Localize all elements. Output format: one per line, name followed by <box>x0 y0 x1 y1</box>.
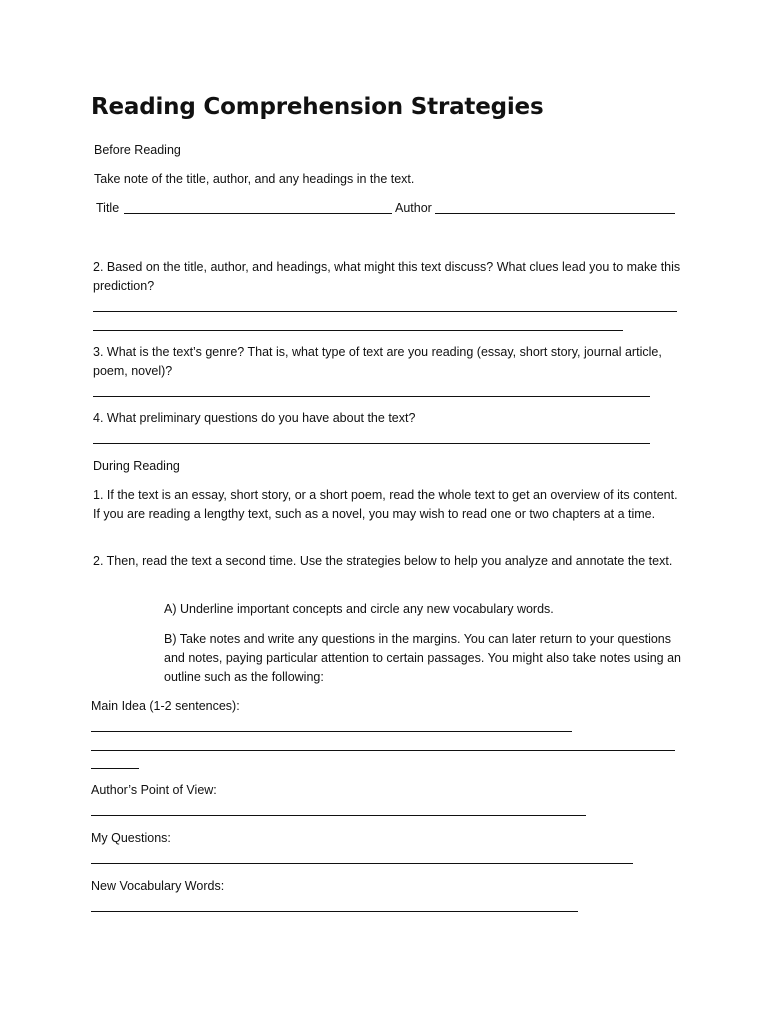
vocabulary-label: New Vocabulary Words: <box>91 879 225 893</box>
author-field-label: Author <box>395 201 432 215</box>
main-idea-answer-line-3[interactable] <box>91 768 139 769</box>
main-idea-answer-line-1[interactable] <box>91 731 572 732</box>
title-answer-line[interactable] <box>124 213 392 214</box>
question-4-text: 4. What preliminary questions do you have about the text? <box>93 411 416 425</box>
question-4-answer-line[interactable] <box>93 443 650 444</box>
vocabulary-answer-line[interactable] <box>91 911 578 912</box>
author-answer-line[interactable] <box>435 213 675 214</box>
strategy-b: B) Take notes and write any questions in the margins. You can later return to your questions and notes, paying particular attention to certain passages. You might also take notes using an outline such as the following: <box>164 632 682 684</box>
title-field-label: Title <box>96 201 120 215</box>
my-questions-label: My Questions: <box>91 831 171 845</box>
main-idea-answer-line-2[interactable] <box>91 750 675 751</box>
question-3-text: 3. What is the text’s genre? That is, what type of text are you reading (essay, short story, journal article, poem, novel)? <box>93 345 662 378</box>
question-2-answer-line-2[interactable] <box>93 330 623 331</box>
question-3-answer-line[interactable] <box>93 396 650 397</box>
point-of-view-answer-line[interactable] <box>91 815 586 816</box>
question-2-answer-line-1[interactable] <box>93 311 677 312</box>
main-idea-label: Main Idea (1-2 sentences): <box>91 699 240 713</box>
page-title: Reading Comprehension Strategies <box>91 94 544 120</box>
strategy-a: A) Underline important concepts and circle any new vocabulary words. <box>164 602 554 616</box>
point-of-view-label: Author’s Point of View: <box>91 783 217 797</box>
before-reading-heading: Before Reading <box>94 143 181 157</box>
during-reading-heading: During Reading <box>93 459 180 473</box>
during-reading-step-2: 2. Then, read the text a second time. Use the strategies below to help you analyze and annotate the text. <box>93 554 673 568</box>
my-questions-answer-line[interactable] <box>91 863 633 864</box>
during-reading-step-1: 1. If the text is an essay, short story, or a short poem, read the whole text to get an overview of its content. If you are reading a lengthy text, such as a novel, you may wish to read one or two chapters at a time. <box>93 488 678 521</box>
before-reading-intro: Take note of the title, author, and any headings in the text. <box>94 172 415 186</box>
question-2-text: 2. Based on the title, author, and headings, what might this text discuss? What clues lead you to make this prediction? <box>93 260 681 293</box>
